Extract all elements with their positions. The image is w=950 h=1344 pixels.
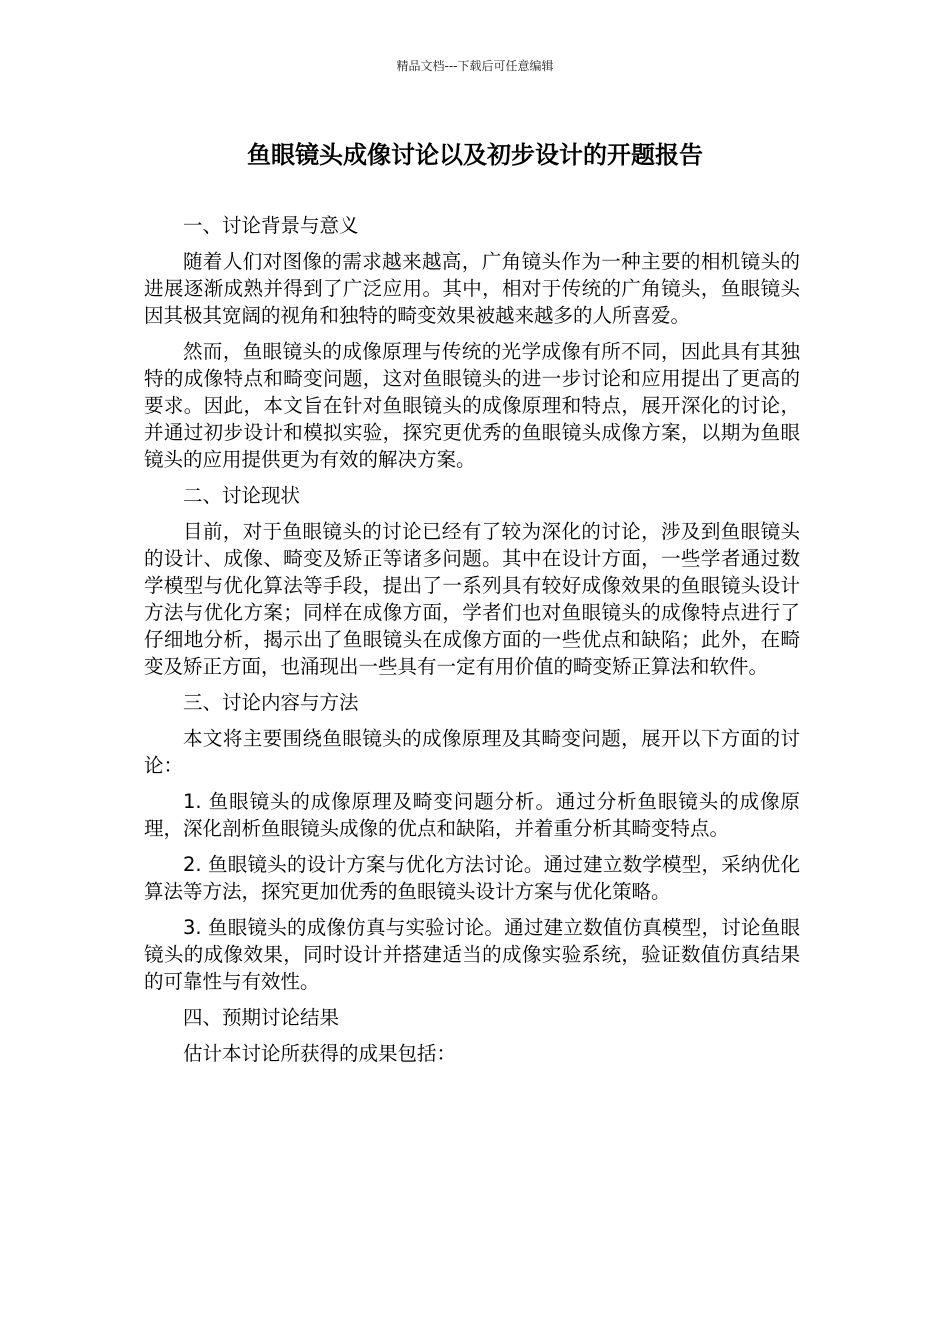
section-heading-results: 四、预期讨论结果: [183, 1006, 340, 1029]
paragraph: 然而，鱼眼镜头的成像原理与传统的光学成像有所不同，因此具有其独特的成像特点和畸变问题，这对鱼眼镜头的进一步讨论和应用提出了更高的要求。因此，本文旨在针对鱼眼镜头的成像原理和特点，展开深化的讨论，并通过初步设计和模拟实验，探究更优秀的鱼眼镜头成像方案，以期为鱼眼镜头的应用提供更为有效的解决方案。: [144, 340, 800, 471]
section-heading-background: 一、讨论背景与意义: [183, 214, 359, 237]
document-body: [144, 212, 800, 1076]
section-heading-content: 三、讨论内容与方法: [183, 691, 359, 714]
document-title: 鱼眼镜头成像讨论以及初步设计的开题报告: [247, 141, 703, 169]
list-item: 1. 鱼眼镜头的成像原理及畸变问题分析。通过分析鱼眼镜头的成像原理，深化剖析鱼眼镜头成像的优点和缺陷，并着重分析其畸变特点。: [144, 790, 800, 840]
paragraph: 目前，对于鱼眼镜头的讨论已经有了较为深化的讨论，涉及到鱼眼镜头的设计、成像、畸变及矫正等诸多问题。其中在设计方面，一些学者通过数学模型与优化算法等手段，提出了一系列具有较好成像效果的鱼眼镜头设计方法与优化方案；同样在成像方面，学者们也对鱼眼镜头的成像特点进行了仔细地分析，揭示出了鱼眼镜头在成像方面的一些优点和缺陷；此外，在畸变及矫正方面，也涌现出一些具有一定有用价值的畸变矫正算法和软件。: [144, 520, 800, 678]
list-item: 2. 鱼眼镜头的设计方案与优化方法讨论。通过建立数学模型，采纳优化算法等方法，探究更加优秀的鱼眼镜头设计方案与优化策略。: [144, 853, 800, 903]
list-item: 3. 鱼眼镜头的成像仿真与实验讨论。通过建立数值仿真模型，讨论鱼眼镜头的成像效果，同时设计并搭建适当的成像实验系统，验证数值仿真结果的可靠性与有效性。: [144, 916, 800, 993]
paragraph: 随着人们对图像的需求越来越高，广角镜头作为一种主要的相机镜头的进展逐渐成熟并得到了广泛应用。其中，相对于传统的广角镜头，鱼眼镜头因其极其宽阔的视角和独特的畸变效果被越来越多的人所喜爱。: [144, 250, 800, 327]
paragraph: 估计本讨论所获得的成果包括：: [183, 1042, 457, 1065]
paragraph: 本文将主要围绕鱼眼镜头的成像原理及其畸变问题，展开以下方面的讨论：: [144, 727, 800, 777]
section-heading-status: 二、讨论现状: [183, 484, 301, 507]
page-header: 精品文档---下载后可任意编辑: [396, 59, 554, 73]
